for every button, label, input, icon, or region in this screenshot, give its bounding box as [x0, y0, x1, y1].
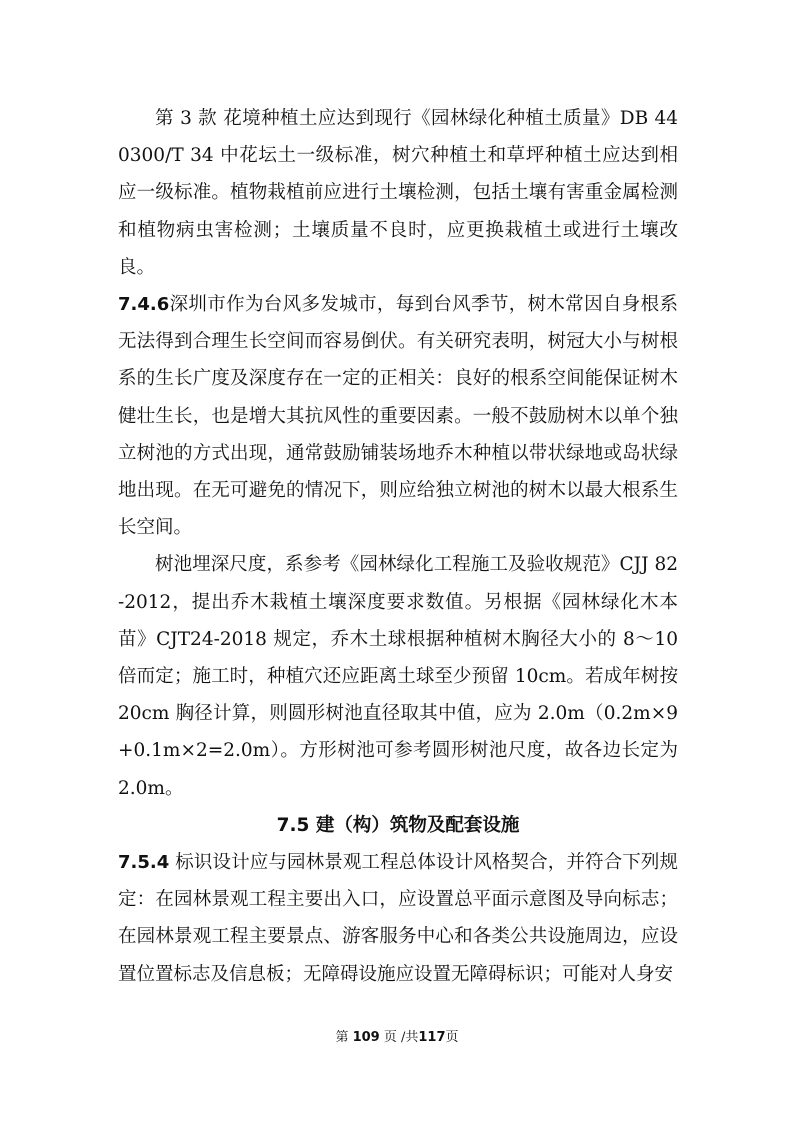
paragraph-clause-7-4-6 [118, 286, 678, 546]
footer-current-page: 109 [352, 1030, 380, 1045]
footer-total-pages: 117 [418, 1030, 446, 1045]
paragraph-tree-pit-depth: 树池埋深尺度，系参考《园林绿化工程施工及验收规范》CJJ 82-2012，提出乔木栽植土壤深度要求数值。另根据《园林绿化木本苗》CJT24-2018 规定，乔木土球根据种植树木胸径大小的 8～10 倍而定；施工时，种植穴还应距离土球至少预留 10cm。若成年树按 20cm 胸径计算，则圆形树池直径取其中值，应为 2.0m（0.2m×9+0.1m×2=2.0m）。方形树池可参考圆形树池尺度，故各边长定为 2.0m。 [118, 554, 678, 799]
clause-text: 深圳市作为台风多发城市，每到台风季节，树木常因自身根系无法得到合理生长空间而容易倒伏。有关研究表明，树冠大小与树根系的生长广度及深度存在一定的正相关：良好的根系空间能保证树木健壮生长，也是增大其抗风性的重要因素。一般不鼓励树木以单个独立树池的方式出现，通常鼓励铺装场地乔木种植以带状绿地或岛状绿地出现。在无可避免的情况下，则应给独立树池的树木以最大根系生长空间。 [118, 294, 678, 539]
footer-prefix: 第 [335, 1030, 349, 1045]
footer-suffix: 页 [445, 1030, 459, 1045]
section-title: 7.5 建（构）筑物及配套设施 [276, 814, 520, 836]
paragraph-clause-7-5-4 [118, 844, 678, 993]
clause-number: 7.5.4 [118, 852, 170, 874]
page-footer [0, 1026, 794, 1045]
clause-text: 标识设计应与园林景观工程总体设计风格契合，并符合下列规定：在园林景观工程主要出入口，应设置总平面示意图及导向标志；在园林景观工程主要景点、游客服务中心和各类公共设施周边，应设置位置标志及信息板；无障碍设施应设置无障碍标识；可能对人身安 [118, 852, 678, 985]
clause-number: 7.4.6 [118, 294, 170, 316]
document-body [118, 100, 678, 993]
footer-middle: 页 /共 [383, 1030, 419, 1045]
paragraph-soil-standard: 第 3 款 花境种植土应达到现行《园林绿化种植土质量》DB 440300/T 34 中花坛土一级标准，树穴种植土和草坪种植土应达到相应一级标准。植物栽植前应进行土壤检测，包括土壤有害重金属检测和植物病虫害检测；土壤质量不良时，应更换栽植土或进行土壤改良。 [118, 108, 678, 278]
